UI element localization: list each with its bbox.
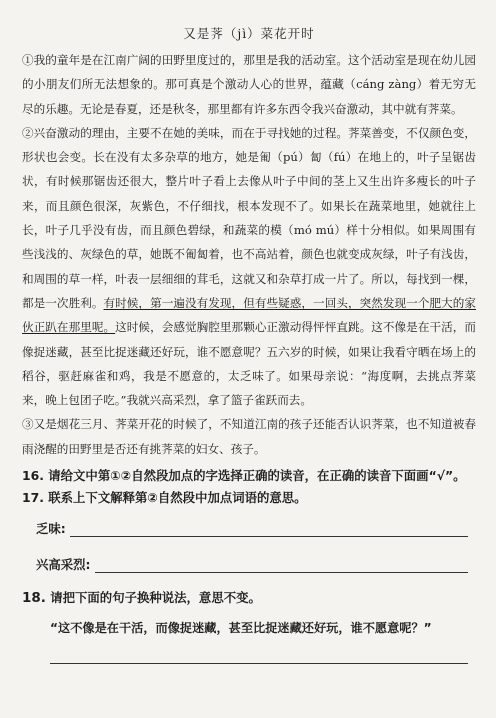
answer-row-xinggaocailie (36, 555, 476, 573)
passage-title: 又是荠（jì）菜花开时 (183, 26, 315, 41)
question-17: 17. 联系上下文解释第②自然段中加点词语的意思。 (22, 490, 307, 506)
answer-row-fawei (36, 519, 476, 537)
question-16: 16. 请给文中第①②自然段加点的字选择正确的读音，在正确的读音下面画“√”。 (22, 468, 466, 484)
paragraph-1: ①我的童年是在江南广阔的田野里度过的，那里是我的活动室。这个活动室是现在幼儿园的小朋友们所无法想象的。那可真是个激动人心的世界，蕴藏（cáng zàng）着无穷无尽的乐趣。无论是春夏，还是秋冬，那里都有许多东西令我兴奋激动，其中就有荠菜。 (22, 53, 476, 116)
term-xinggaocailie: 兴高采烈: (36, 557, 91, 573)
paragraph-2-main: ②兴奋激动的理由，主要不在她的美味，而在于寻找她的过程。荠菜善变，不仅颜色变，形状也会变。长在没有太多杂草的地方，她是匍（pú）匐（fú）在地上的，叶子呈锯齿状，有时候那锯齿还很大，整片叶子看上去像从叶子中间的茎上又生出许多瘦长的叶子来，而且颜色很深，灰紫色，不仔细找，根本发现不了。如果长在蔬菜地里，她就往上长，叶子几乎没有齿，而且颜色碧绿，和蔬菜的模（mó mú）样十分相似。如果周围有些浅浅的、灰绿色的草，她既不匍匐着，也不高站着，颜色也就变成灰绿，叶子有浅齿，和周围的草一样，叶表一层细细的茸毛，这就又和杂草打成一片了。所以，每找到一棵，都是一次胜利。 (22, 125, 476, 310)
question-18-number: 18. (22, 590, 46, 607)
paragraph-2-end: 这时候，会感觉胸腔里那颗心正激动得怦怦直跳。这不像是在干活，而像捉迷藏，甚至比捉迷藏还好玩，谁不愿意呢？五六岁的时候，如果让我看守晒在场上的稻谷，驱赶麻雀和鸡，我是不愿意的，太乏味了。如果母亲说：“海度啊，去挑点荠菜来，晚上包团子吃。”我就兴高采烈，拿了篮子雀跃而去。 (22, 320, 476, 408)
answer-line-q18[interactable] (50, 662, 468, 664)
underlined-sentence: 有时候，第一遍没有发现，但有些疑惑，一回头，突然发现一个肥大的家伙正趴在那里呢。 (22, 295, 476, 335)
question-18 (22, 587, 476, 609)
paragraph-3: ③又是烟花三月、荠菜开花的时候了，不知道江南的孩子还能否认识荠菜，也不知道被春雨浇醒的田野里是否还有挑荠菜的妇女、孩子。 (22, 417, 476, 456)
question-18-quote: “这不像是在干活，而像捉迷藏，甚至比捉迷藏还好玩，谁不愿意呢？” (50, 621, 432, 636)
term-fawei: 乏味: (36, 521, 66, 537)
paragraph-2 (22, 121, 476, 413)
answer-line-fawei[interactable] (70, 522, 468, 537)
question-18-text: 请把下面的句子换种说法，意思不变。 (50, 590, 261, 606)
answer-line-xinggaocailie[interactable] (95, 558, 468, 573)
